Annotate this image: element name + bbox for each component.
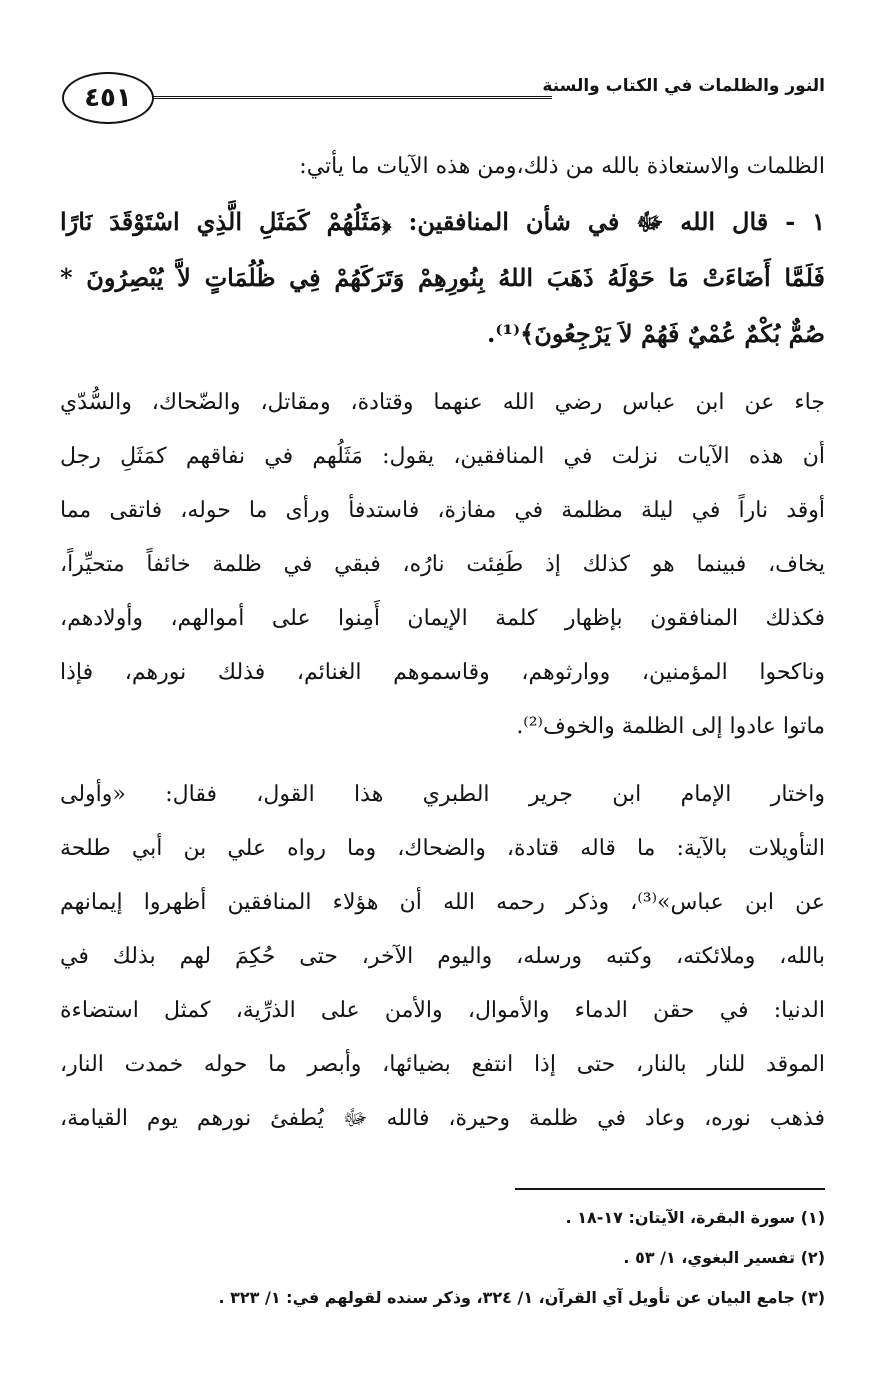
body-line: جاء عن ابن عباس رضي الله عنهما وقتادة، ومقاتل، والضّحاك، والسُّدّي (60, 390, 825, 415)
quran-line: فَلَمَّا أَضَاءَتْ مَا حَوْلَهُ ذَهَبَ اللهُ بِنُورِهِمْ وَتَرَكَهُمْ فِي ظُلُمَاتٍ لاَّ يُبْصِرُونَ * (60, 263, 825, 292)
quran-line: ١ - قال الله ﷻ في شأن المنافقين: ﴿مَثَلُهُمْ كَمَثَلِ الَّذِي اسْتَوْقَدَ نَارًا (60, 207, 825, 236)
body-line: عن ابن عباس»⁽³⁾، وذكر رحمه الله أن هؤلاء المنافقين أظهروا إيمانهم (60, 890, 825, 915)
footnote: (١) سورة البقرة، الآيتان: ١٧-١٨ . (565, 1208, 825, 1227)
body-line: فكذلك المنافقون بإظهار كلمة الإيمان أَمِنوا على أموالهم، وأولادهم، (60, 606, 825, 631)
footnote: (٣) جامع البيان عن تأويل آي القرآن، ١/ ٣٢٤، وذكر سنده لقولهم في: ١/ ٣٢٣ . (218, 1288, 825, 1307)
body-line: واختار الإمام ابن جرير الطبري هذا القول، فقال: «وأولى (60, 782, 825, 807)
body-line: التأويلات بالآية: ما قاله قتادة، والضحاك، وما رواه علي بن أبي طلحة (60, 836, 825, 861)
paragraph-gap (60, 362, 825, 376)
running-title: النور والظلمات في الكتاب والسنة (542, 76, 825, 96)
page-number (62, 72, 154, 124)
body-line: ماتوا عادوا إلى الظلمة والخوف⁽²⁾. (516, 714, 825, 739)
page-number-text: ٤٥١ (84, 83, 132, 113)
body-line: الدنيا: في حقن الدماء والأموال، والأمن على الذرِّية، كمثل استضاءة (60, 998, 825, 1023)
footnotes (60, 1198, 825, 1318)
header-rule (152, 96, 552, 99)
quran-line: صُمٌّ بُكْمٌ عُمْيٌ فَهُمْ لاَ يَرْجِعُونَ﴾⁽¹⁾. (486, 319, 825, 348)
paragraph-gap (60, 754, 825, 768)
body-text (60, 140, 825, 1146)
footnote: (٢) تفسير البغوي، ١/ ٥٣ . (623, 1248, 825, 1267)
body-line: أن هذه الآيات نزلت في المنافقين، يقول: مَثَلُهم في نفاقهم كمَثَلِ رجل (60, 444, 825, 469)
body-line: الموقد للنار بالنار، حتى إذا انتفع بضيائها، وأبصر ما حوله خمدت النار، (60, 1052, 825, 1077)
body-line: وناكحوا المؤمنين، ووارثوهم، وقاسموهم الغنائم، فذلك نورهم، فإذا (60, 660, 825, 685)
body-line: فذهب نوره، وعاد في ظلمة وحيرة، فالله ﷻ يُطفئ نورهم يوم القيامة، (60, 1106, 825, 1131)
body-line: أوقد ناراً في ليلة مظلمة في مفازة، فاستدفأ ورأى ما حوله، فاتقى مما (60, 498, 825, 523)
body-line: بالله، وملائكته، وكتبه ورسله، واليوم الآخر، حتى حُكِمَ لهم بذلك في (60, 944, 825, 969)
body-line: يخاف، فبينما هو كذلك إذ طَفِئت نارُه، فبقي في ظلمة خائفاً متحيِّراً، (60, 552, 825, 577)
footnote-rule (515, 1188, 825, 1190)
body-line: الظلمات والاستعاذة بالله من ذلك،ومن هذه الآيات ما يأتي: (299, 154, 825, 179)
